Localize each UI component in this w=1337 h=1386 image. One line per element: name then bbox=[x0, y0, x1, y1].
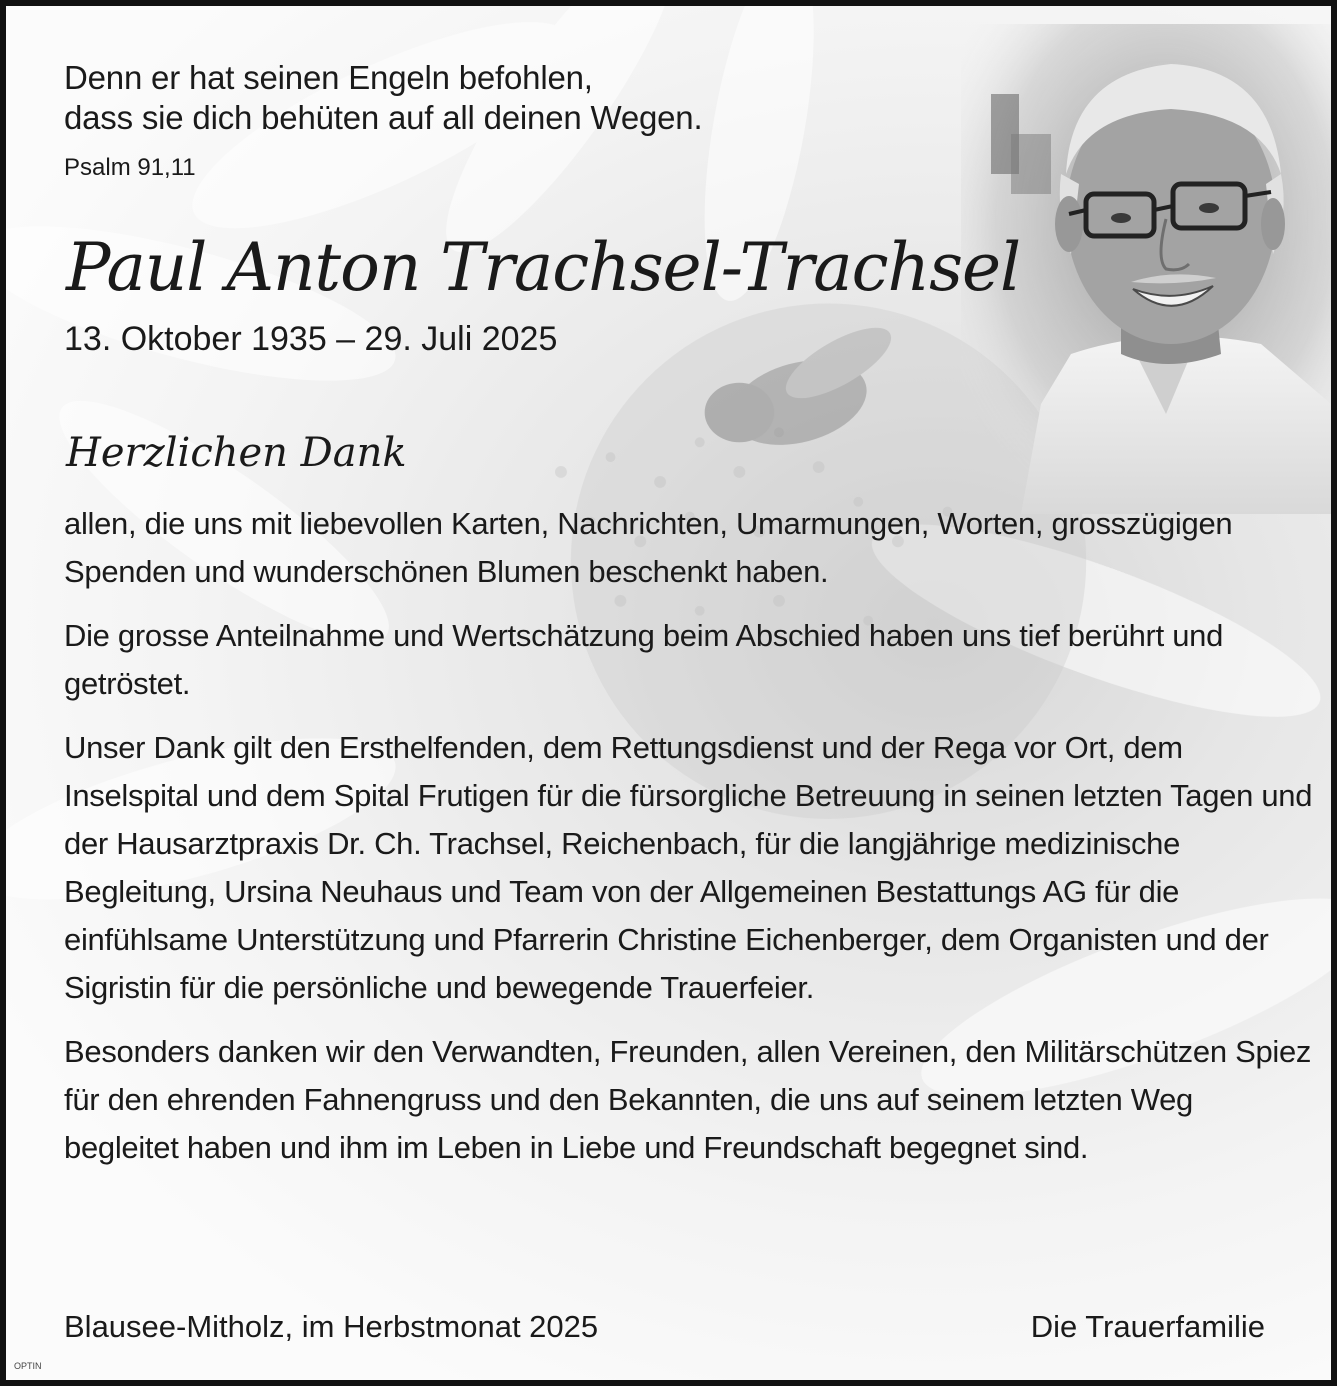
deceased-name: Paul Anton Trachsel-Trachsel bbox=[66, 229, 1021, 306]
thanks-heading: Herzlichen Dank bbox=[66, 430, 407, 476]
thanks-paragraph: Besonders danken wir den Verwandten, Freunden, allen Vereinen, den Militärschützen Spiez für den ehrenden Fahnengruss und den Bekannten, die uns auf seinem letzten Weg begleitet haben und ihm im Leben in Liebe und Freundschaft begegnet sind. bbox=[64, 1034, 1312, 1165]
life-dates: 13. Oktober 1935 – 29. Juli 2025 bbox=[64, 320, 558, 358]
family-signature: Die Trauerfamilie bbox=[1030, 1309, 1265, 1344]
verse-line-2: dass sie dich behüten auf all deinen Wegen. bbox=[64, 99, 703, 136]
bible-verse bbox=[64, 58, 702, 138]
place-and-date: Blausee-Mitholz, im Herbstmonat 2025 bbox=[64, 1309, 599, 1344]
verse-line-1: Denn er hat seinen Engeln befohlen, bbox=[64, 59, 593, 96]
optin-tag: OPTIN bbox=[14, 1361, 42, 1371]
thanks-body bbox=[64, 500, 1314, 1188]
thanks-paragraph: Unser Dank gilt den Ersthelfenden, dem Rettungsdienst und der Rega vor Ort, dem Inselspital und dem Spital Frutigen für die fürsorgliche Betreuung in seinen letzten Tagen und der Hausarztpraxis Dr. Ch. Trachsel, Reichenbach, für die langjährige medizinische Begleitung, Ursina Neuhaus und Team von der Allgemeinen Bestattungs AG für die einfühlsame Unterstützung und Pfarrerin Christine Eichenberger, dem Organisten und der Sigristin für die persönliche und bewegende Trauerfeier. bbox=[64, 730, 1313, 1005]
verse-reference: Psalm 91,11 bbox=[64, 154, 196, 181]
thanks-paragraph: Die grosse Anteilnahme und Wertschätzung beim Abschied haben uns tief berührt und getröstet. bbox=[64, 618, 1224, 701]
thanks-paragraph: allen, die uns mit liebevollen Karten, Nachrichten, Umarmungen, Worten, grosszügigen Spenden und wunderschönen Blumen beschenkt haben. bbox=[64, 506, 1233, 589]
